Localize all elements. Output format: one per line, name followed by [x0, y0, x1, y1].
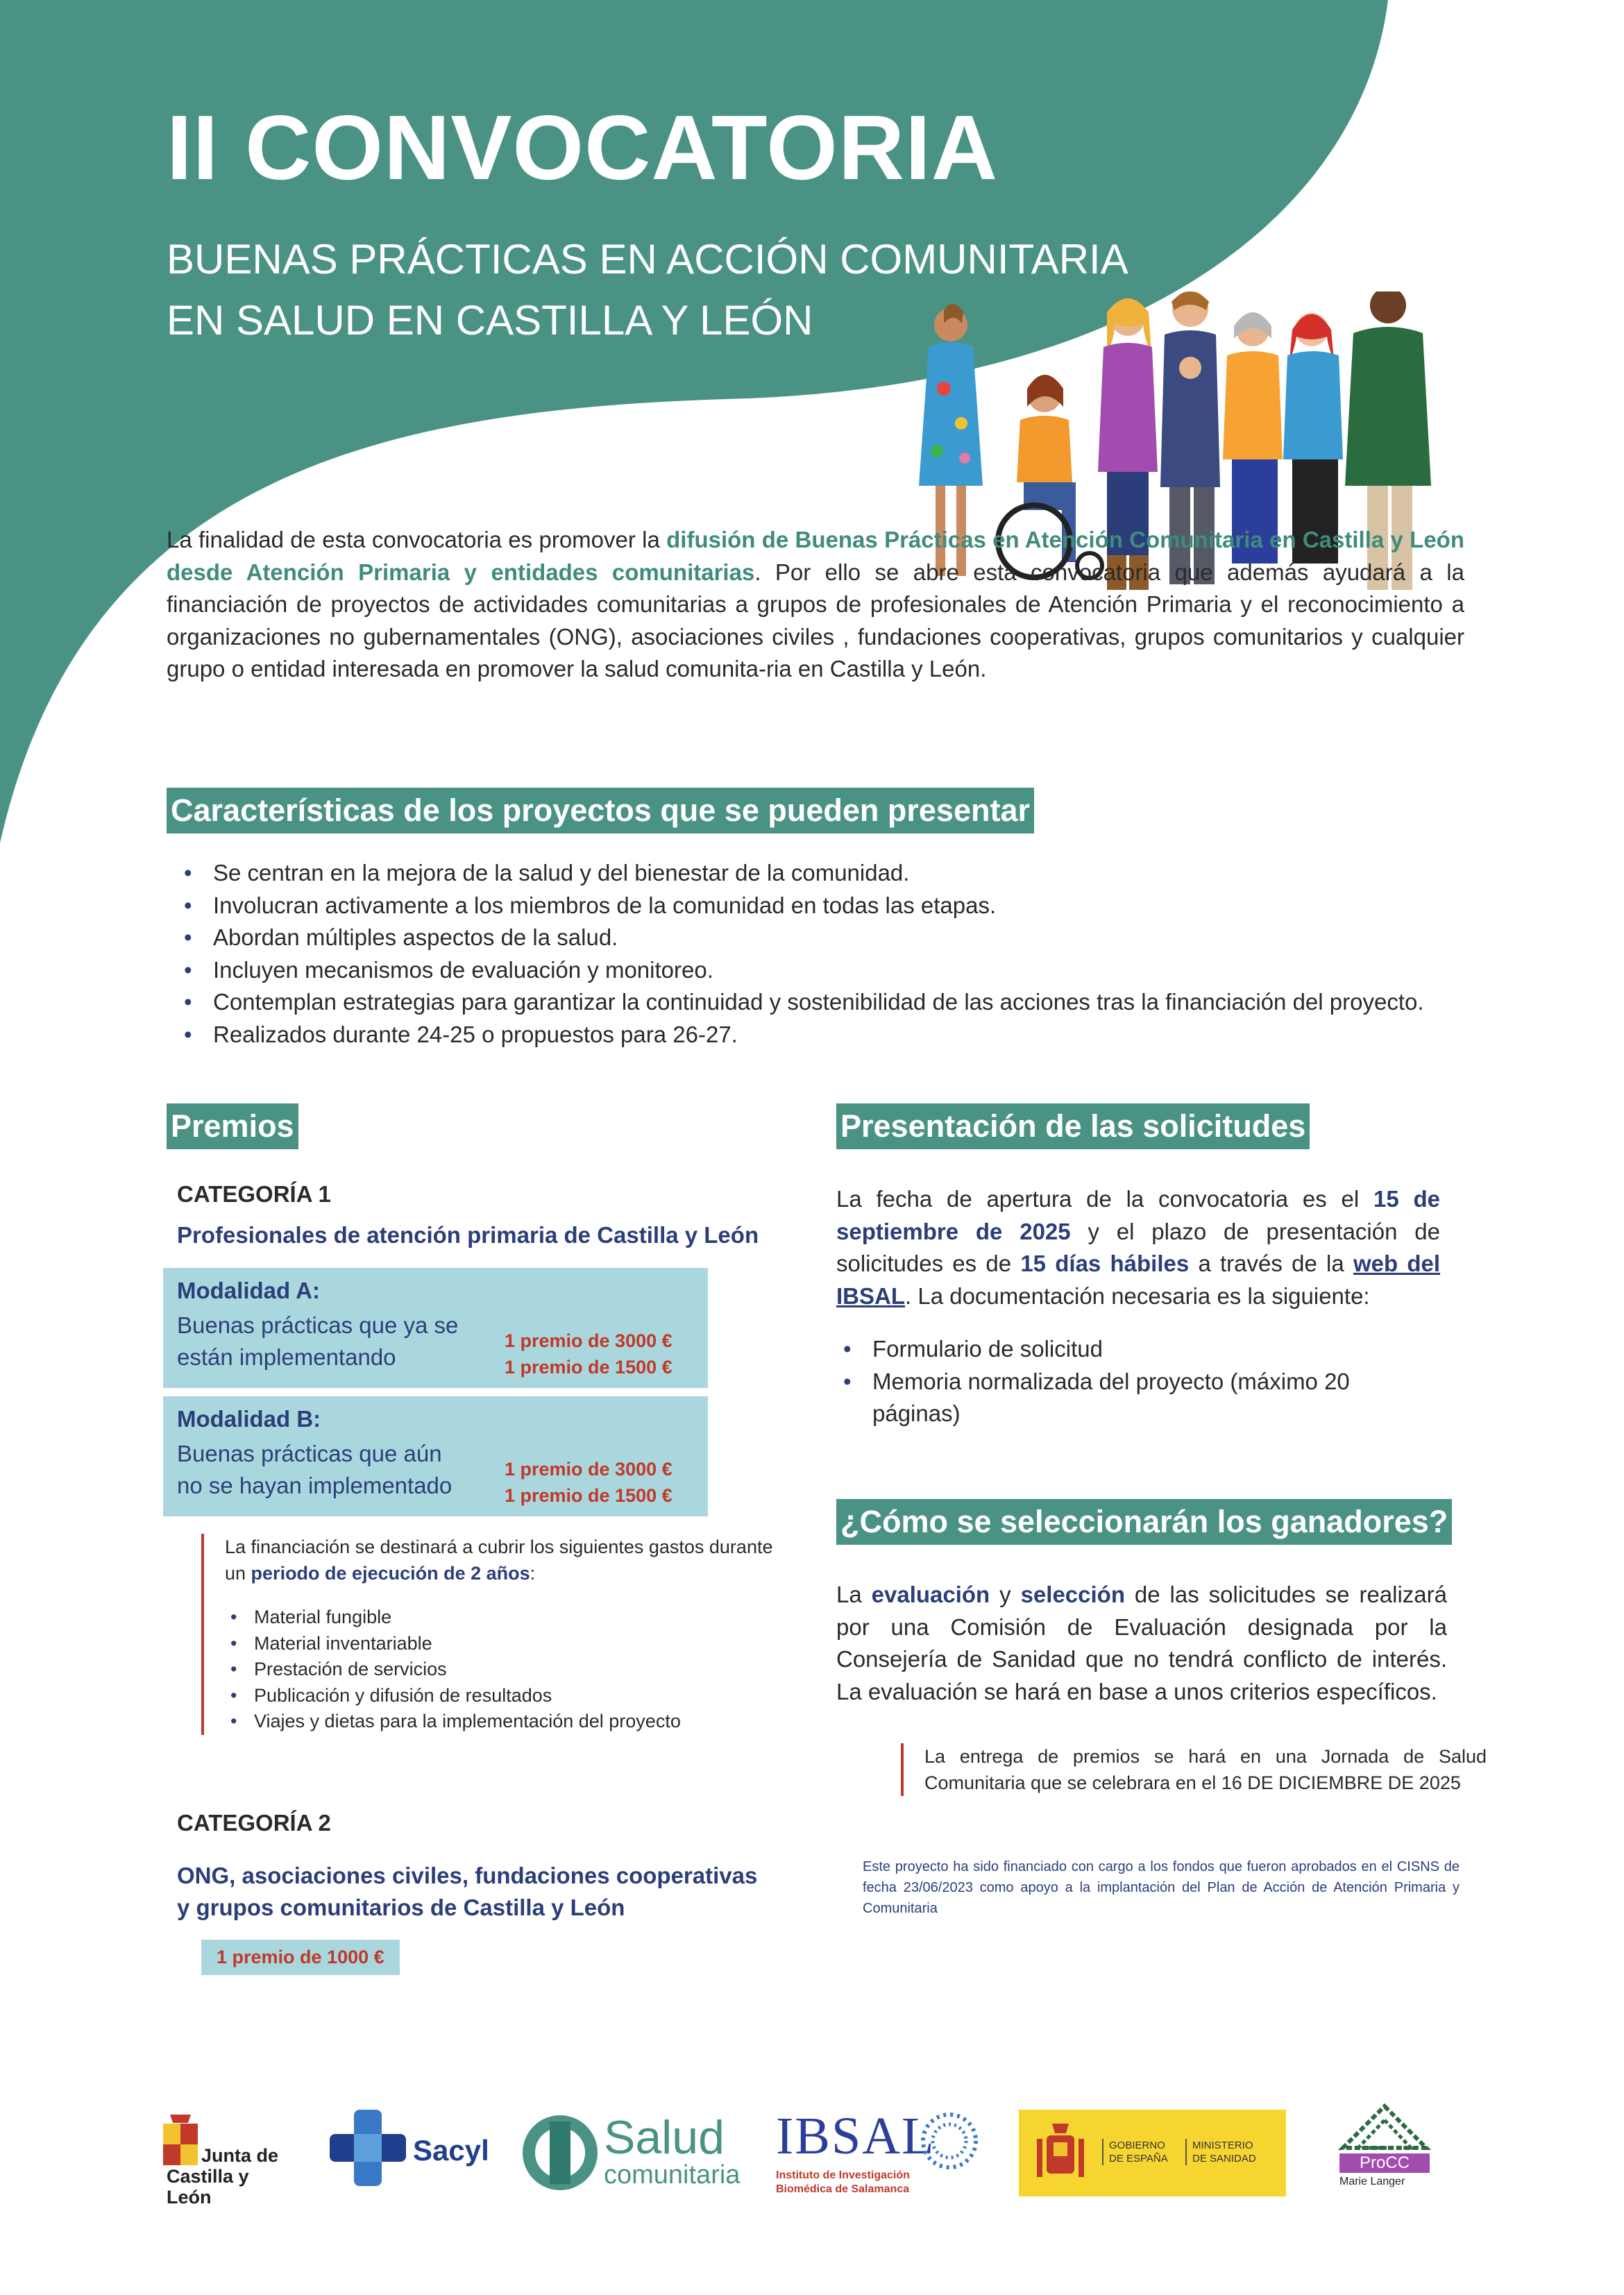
modality-a-prize-1: 1 premio de 3000 €: [505, 1330, 673, 1351]
modality-b-box: [163, 1396, 708, 1516]
modality-b-prize-2: 1 premio de 1500 €: [505, 1485, 673, 1506]
opening-date: 15 de septiembre de 2025: [836, 1186, 1441, 1244]
ministerio-text: [1185, 2139, 1256, 2165]
ibsal-dots-icon: [918, 2110, 981, 2172]
document-item: • Memoria normalizada del proyecto (máximo 20 páginas): [836, 1366, 1440, 1430]
financing-list: [225, 1604, 773, 1735]
modality-a-prize-2: 1 premio de 1500 €: [505, 1357, 673, 1378]
financing-item: • Material fungible: [225, 1604, 773, 1631]
modality-a-prizes: [505, 1328, 673, 1380]
category-1-subtitle: Profesionales de atención primaria de Castilla y León: [177, 1222, 759, 1248]
deadline: 15 días hábiles: [1020, 1251, 1190, 1276]
prizes-heading: Premios: [167, 1103, 298, 1149]
features-heading: Características de los proyectos que se pueden presentar: [167, 788, 1034, 833]
gobierno-line-2: DE ESPAÑA: [1109, 2153, 1168, 2165]
gobierno-espana-ministerio-sanidad-logo: [1019, 2110, 1286, 2196]
intro-text-start: La finalidad de esta convocatoria es promover la: [167, 527, 667, 552]
selection-text-2: y: [990, 1582, 1021, 1607]
junta-castilla-leon-logo: [154, 2099, 293, 2208]
spain-coat-of-arms-icon: [1033, 2118, 1088, 2187]
feature-item: • Contemplan estrategias para garantizar la continuidad y sostenibilidad de las acciones tras la financiación del proyecto.: [177, 986, 1496, 1019]
financing-item: • Viajes y dietas para la implementación del proyecto: [225, 1709, 773, 1735]
junta-logo-text: [167, 2145, 293, 2208]
modality-a-description: Buenas prácticas que ya se están implementando: [177, 1312, 459, 1370]
selection-heading: ¿Cómo se seleccionarán los ganadores?: [836, 1499, 1452, 1545]
selection-text: [836, 1579, 1447, 1708]
selection-heading-wrap: [836, 1499, 1452, 1545]
junta-logo-line-2: Castilla y León: [167, 2166, 249, 2208]
financing-period: periodo de ejecución de 2 años: [251, 1563, 530, 1584]
features-list: [177, 857, 1496, 1051]
ibsal-subtitle-line-1: Instituto de Investigación: [776, 2169, 910, 2181]
intro-text-end: . Por ello se abre esta convocatoria que además ayudará a la financiación de proyectos de actividades comunitarias a grupos de profesionales de Atención Primaria y el reconocimiento a organizaciones no gubernamentales (ONG), asociaciones civiles , fundaciones cooperativas, grupos comunitarios y cualquier grupo o entidad interesada en promover la salud comunita-ria en Castilla y León.: [167, 559, 1464, 681]
procc-pyramid-icon: [1336, 2103, 1433, 2151]
award-ceremony-note: La entrega de premios se hará en una Jornada de Salud Comunitaria que se celebrara en el 16 DE DICIEMBRE DE 2025: [901, 1743, 1487, 1796]
ibsal-logo-text: IBSAL: [776, 2107, 936, 2165]
gobierno-line-1: GOBIERNO: [1109, 2140, 1165, 2151]
feature-item: • Realizados durante 24-25 o propuestos para 26-27.: [177, 1019, 1496, 1051]
financing-item: • Publicación y difusión de resultados: [225, 1683, 773, 1709]
sacyl-cross-icon: [330, 2110, 406, 2193]
ibsal-web-link[interactable]: web del IBSAL: [836, 1251, 1441, 1309]
funding-note: Este proyecto ha sido financiado con cargo a los fondos que fueron aprobados en el CISNS de fecha 23/06/2023 como apoyo a la implantación del Plan de Acción de Atención Primaria y Comunitaria: [863, 1859, 1460, 1916]
ibsal-logo-subtitle: [776, 2169, 910, 2196]
sacyl-logo: [330, 2099, 489, 2203]
ibsal-subtitle-line-2: Biomédica de Salamanca: [776, 2183, 910, 2195]
category-2-subtitle: ONG, asociaciones civiles, fundaciones cooperativas y grupos comunitarios de Castilla y León: [177, 1863, 758, 1920]
financing-text-start: La financiación se destinará a cubrir los siguientes gastos durante un: [225, 1536, 773, 1584]
sacyl-logo-text: Sacyl: [413, 2134, 489, 2167]
page-title: II CONVOCATORIA: [167, 96, 999, 198]
feature-item: • Abordan múltiples aspectos de la salud.: [177, 922, 1496, 954]
modality-b-title: Modalidad B:: [177, 1406, 321, 1432]
selection-text-1: La: [836, 1582, 872, 1607]
presentation-text: [836, 1183, 1440, 1430]
financing-item: • Prestación de servicios: [225, 1657, 773, 1683]
intro-highlight: difusión de Buenas Prácticas en Atención Comunitaria en Castilla y León desde Atención Primaria y entidades comunitarias: [167, 527, 1464, 585]
selection-text-3: de las solicitudes se realizará por una Comisión de Evaluación designada por la Consejería de Sanidad que no tendrá conflicto de interés. La evaluación se hará en base a unos criterios específicos.: [836, 1582, 1448, 1704]
presentation-text-3: a través de la: [1189, 1251, 1353, 1276]
presentation-text-1: La fecha de apertura de la convocatoria es el: [836, 1186, 1374, 1212]
financing-text-end: :: [530, 1563, 536, 1584]
document-item: • Formulario de solicitud: [836, 1333, 1440, 1366]
procc-marie-langer-logo: [1333, 2099, 1437, 2203]
feature-item: • Se centran en la mejora de la salud y del bienestar de la comunidad.: [177, 857, 1496, 890]
presentation-heading-wrap: [836, 1103, 1310, 1149]
category-2-prize: 1 premio de 1000 €: [201, 1940, 400, 1975]
financing-item: • Material inventariable: [225, 1631, 773, 1657]
salud-comunitaria-logo: [522, 2099, 744, 2203]
feature-item: • Incluyen mecanismos de evaluación y monitoreo.: [177, 954, 1496, 987]
financing-text: [225, 1534, 773, 1586]
presentation-heading: Presentación de las solicitudes: [836, 1103, 1310, 1149]
modality-a-box: [163, 1268, 708, 1388]
category-1-title: CATEGORÍA 1: [177, 1181, 331, 1207]
ibsal-logo: [776, 2099, 984, 2203]
features-heading-wrap: [167, 788, 1034, 833]
procc-logo-subtitle: Marie Langer: [1339, 2176, 1405, 2187]
financing-note: [201, 1534, 773, 1735]
presentation-paragraph: [836, 1183, 1440, 1312]
selection-word-selection: selección: [1020, 1582, 1125, 1607]
prizes-heading-wrap: [167, 1103, 298, 1149]
salud-comunitaria-icon: [522, 2115, 598, 2191]
gobierno-text: [1102, 2139, 1168, 2165]
modality-a-title: Modalidad A:: [177, 1278, 320, 1303]
subtitle-line-1: BUENAS PRÁCTICAS EN ACCIÓN COMUNITARIA: [167, 236, 1128, 282]
category-2-title: CATEGORÍA 2: [177, 1810, 331, 1836]
modality-b-prizes: [505, 1456, 673, 1509]
documents-list: [836, 1333, 1440, 1430]
modality-b-prize-1: 1 premio de 3000 €: [505, 1459, 673, 1480]
presentation-text-4: . La documentación necesaria es la siguiente:: [905, 1282, 1370, 1309]
junta-logo-line-1: Junta de: [201, 2145, 279, 2166]
feature-item: • Involucran activamente a los miembros de la comunidad en todas las etapas.: [177, 890, 1496, 922]
selection-word-evaluation: evaluación: [871, 1582, 990, 1607]
ministerio-line-2: DE SANIDAD: [1192, 2153, 1256, 2165]
salud-logo-line-1: Salud: [604, 2111, 725, 2164]
modality-b-description: Buenas prácticas que aún no se hayan implementado: [177, 1441, 452, 1498]
ministerio-line-1: MINISTERIO: [1192, 2140, 1253, 2151]
intro-paragraph: [167, 524, 1464, 686]
procc-logo-text: ProCC: [1339, 2153, 1430, 2173]
subtitle-line-2: EN SALUD EN CASTILLA Y LEÓN: [167, 297, 813, 344]
salud-logo-line-2: comunitaria: [604, 2160, 741, 2190]
presentation-text-2: y el plazo de presentación de solicitudes es de: [836, 1218, 1440, 1276]
